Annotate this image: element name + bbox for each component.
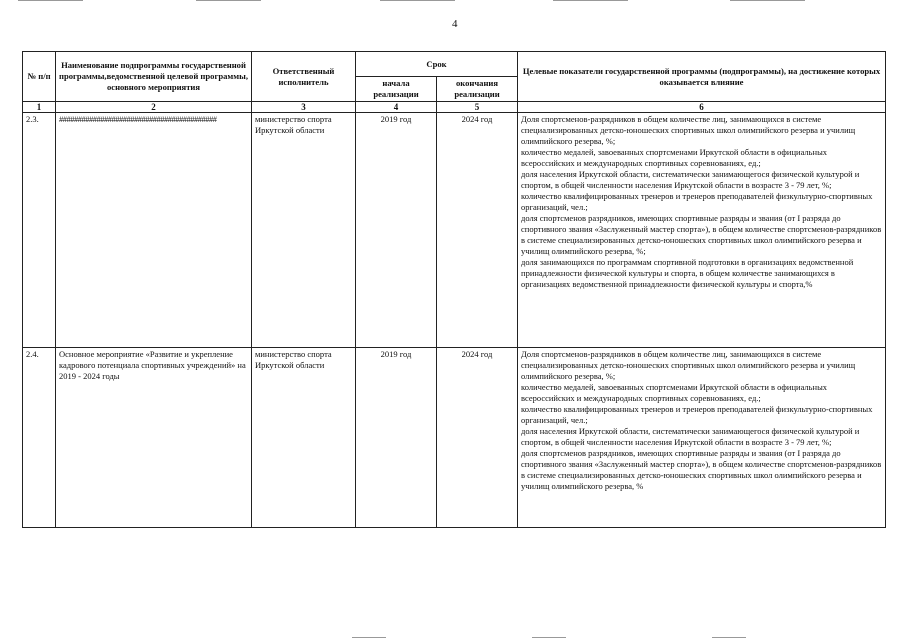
target-item: количество медалей, завоеванных спортсменами Иркутской области в официальных всероссийских и международных спортивных соревнованиях, ед.;	[521, 147, 828, 168]
target-item: Доля спортсменов-разрядников в общем количестве лиц, занимающихся в системе специализированных детско-юношеских спортивных школ олимпийского резерва и училищ олимпийского резерва, %;	[521, 349, 856, 381]
scan-artifact-top-1	[18, 0, 83, 1]
header-end: окончания реализации	[437, 77, 518, 102]
column-number: 3	[252, 102, 356, 113]
column-number: 6	[518, 102, 886, 113]
scan-artifact-top-3	[380, 0, 455, 1]
column-number: 5	[437, 102, 518, 113]
table-row	[23, 113, 886, 348]
header-term: Срок	[356, 52, 518, 77]
row-executor: министерство спорта Иркутской области	[252, 113, 356, 348]
target-item: Доля спортсменов-разрядников в общем количестве лиц, занимающихся в системе специализированных детско-юношеских спортивных школ олимпийского резерва и училищ олимпийского резерва, %;	[521, 114, 856, 146]
header-start: начала реализации	[356, 77, 437, 102]
target-item: доля населения Иркутской области, систематически занимающегося физической культурой и спортом, в общей численности населения Иркутской области в возрасте 3 - 79 лет, %;	[521, 169, 860, 190]
header-num: № п/п	[23, 52, 56, 102]
row-name: Основное мероприятие «Развитие и укрепление кадрового потенциала спортивных учреждений» на 2019 - 2024 годы	[56, 348, 252, 528]
row-name: ##########################################	[56, 113, 252, 348]
scan-artifact-top-5	[730, 0, 805, 1]
target-item: доля занимающихся по программам спортивной подготовки в организациях ведомственной принадлежности физической культуры и спорта, в общем количестве занимающихся в организациях ведомственной принадлежности физической культуры и спорта,%	[521, 257, 854, 289]
row-executor: министерство спорта Иркутской области	[252, 348, 356, 528]
target-item: доля спортсменов разрядников, имеющих спортивные разряды и звания (от I разряда до спортивного звания «Заслуженный мастер спорта»), в общем количестве спортсменов-разрядников в системе специализированных детско-юношеских спортивных школ олимпийского резерва и училищ олимпийского резерва, %;	[521, 213, 882, 256]
target-item: доля населения Иркутской области, систематически занимающегося физической культурой и спортом, в общей численности населения Иркутской области в возрасте 3 - 79 лет, %;	[521, 426, 860, 447]
column-number-row	[23, 102, 886, 113]
target-item: количество квалифицированных тренеров и тренеров преподавателей физкультурно-спортивных организаций, чел.;	[521, 191, 873, 212]
row-targets	[518, 348, 886, 528]
row-number: 2.4.	[23, 348, 56, 528]
row-end: 2024 год	[437, 348, 518, 528]
header-row-1	[23, 52, 886, 77]
scan-artifact-top-4	[553, 0, 628, 1]
row-targets	[518, 113, 886, 348]
target-item: количество медалей, завоеванных спортсменами Иркутской области в официальных всероссийских и международных спортивных соревнованиях, ед.;	[521, 382, 828, 403]
scan-artifact-bottom-1	[352, 637, 386, 638]
target-item: доля спортсменов разрядников, имеющих спортивные разряды и звания (от I разряда до спортивного звания «Заслуженный мастер спорта»), в общем количестве спортсменов-разрядников в системе специализированных детско-юношеских спортивных школ олимпийского резерва и училищ олимпийского резерва, %	[521, 448, 882, 491]
target-item: количество квалифицированных тренеров и тренеров преподавателей физкультурно-спортивных организаций, чел.;	[521, 404, 873, 425]
scan-artifact-top-2	[196, 0, 261, 1]
row-number: 2.3.	[23, 113, 56, 348]
row-end: 2024 год	[437, 113, 518, 348]
column-number: 4	[356, 102, 437, 113]
header-targets: Целевые показатели государственной программы (подпрограммы), на достижение которых оказывается влияние	[518, 52, 886, 102]
column-number: 1	[23, 102, 56, 113]
page-number: 4	[452, 18, 458, 30]
row-start: 2019 год	[356, 113, 437, 348]
header-name: Наименование подпрограммы государственной программы,ведомственной целевой программы, основного мероприятия	[56, 52, 252, 102]
column-number: 2	[56, 102, 252, 113]
table-row	[23, 348, 886, 528]
row-start: 2019 год	[356, 348, 437, 528]
program-table	[22, 51, 886, 528]
scan-artifact-bottom-3	[712, 637, 746, 638]
scan-artifact-bottom-2	[532, 637, 566, 638]
header-executor: Ответственный исполнитель	[252, 52, 356, 102]
